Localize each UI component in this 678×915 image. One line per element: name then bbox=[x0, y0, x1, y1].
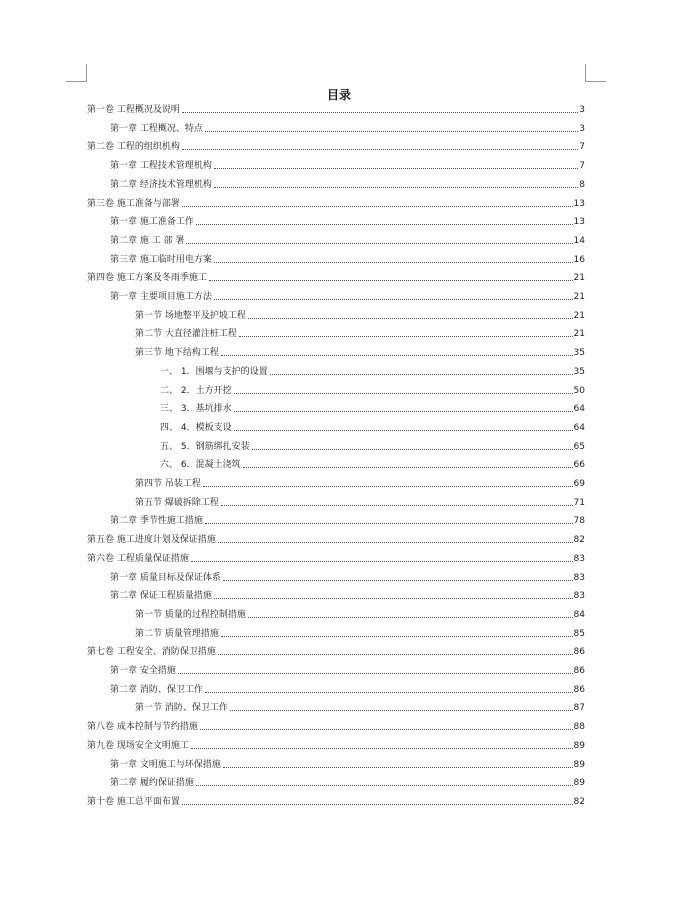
toc-dot-leader bbox=[218, 542, 573, 543]
toc-entry-page-number: 83 bbox=[573, 572, 585, 583]
toc-entry[interactable] bbox=[160, 383, 585, 397]
toc-dot-leader bbox=[234, 393, 573, 394]
toc-dot-leader bbox=[218, 654, 573, 655]
toc-entry-page-number: 66 bbox=[573, 460, 585, 471]
toc-entry[interactable] bbox=[135, 626, 585, 640]
toc-dot-leader bbox=[196, 224, 573, 225]
toc-entry-page-number: 21 bbox=[573, 329, 585, 340]
toc-dot-leader bbox=[243, 467, 573, 468]
page-title: 目录 bbox=[326, 88, 351, 102]
toc-entry-page-number: 82 bbox=[573, 796, 585, 807]
toc-entry-label: 第五节 爆破拆除工程 bbox=[135, 497, 219, 508]
toc-dot-leader bbox=[230, 710, 573, 711]
toc-entry[interactable] bbox=[87, 738, 585, 752]
toc-dot-leader bbox=[205, 692, 573, 693]
toc-entry-page-number: 86 bbox=[573, 647, 585, 658]
toc-entry-page-number: 21 bbox=[573, 273, 585, 284]
toc-entry-label: 第一章 工程概况、特点 bbox=[110, 123, 203, 134]
toc-entry-label: 第一章 施工准备工作 bbox=[110, 217, 194, 228]
toc-entry-page-number: 13 bbox=[573, 198, 585, 209]
page-corner-mark-top-right bbox=[586, 81, 606, 82]
toc-entry-page-number: 7 bbox=[579, 161, 585, 172]
toc-entry-page-number: 71 bbox=[573, 497, 585, 508]
toc-entry-page-number: 64 bbox=[573, 422, 585, 433]
toc-entry[interactable] bbox=[110, 570, 585, 584]
toc-entry-label: 第八卷 成本控制与节约措施 bbox=[87, 722, 198, 733]
toc-entry-label: 三、 3．基坑排水 bbox=[160, 404, 232, 415]
toc-entry[interactable] bbox=[160, 364, 585, 378]
toc-entry[interactable] bbox=[110, 252, 585, 266]
toc-entry-page-number: 8 bbox=[579, 179, 585, 190]
page-corner-mark-top-right bbox=[585, 64, 586, 82]
toc-entry-label: 第二章 保证工程质量措施 bbox=[110, 591, 212, 602]
toc-dot-leader bbox=[182, 206, 573, 207]
toc-entry[interactable] bbox=[135, 607, 585, 621]
toc-entry-label: 第十卷 施工总平面布置 bbox=[87, 796, 180, 807]
toc-dot-leader bbox=[270, 374, 573, 375]
toc-entry[interactable] bbox=[135, 476, 585, 490]
toc-entry[interactable] bbox=[87, 270, 585, 284]
toc-entry-label: 四、 4．模板支设 bbox=[160, 422, 232, 433]
toc-entry-page-number: 16 bbox=[573, 254, 585, 265]
toc-entry-page-number: 35 bbox=[573, 366, 585, 377]
toc-entry-page-number: 64 bbox=[573, 404, 585, 415]
toc-dot-leader bbox=[221, 355, 573, 356]
toc-entry-label: 第一章 工程技术管理机构 bbox=[110, 161, 212, 172]
toc-entry-label: 第二节 质量管理措施 bbox=[135, 628, 219, 639]
toc-entry-page-number: 89 bbox=[573, 740, 585, 751]
toc-dot-leader bbox=[182, 112, 578, 113]
toc-dot-leader bbox=[223, 580, 573, 581]
toc-dot-leader bbox=[205, 523, 573, 524]
toc-entry-label: 第九卷 现场安全文明施工 bbox=[87, 740, 189, 751]
toc-entry[interactable] bbox=[160, 401, 585, 415]
toc-entry[interactable] bbox=[110, 757, 585, 771]
toc-entry[interactable] bbox=[110, 214, 585, 228]
toc-entry-label: 第二章 消防、保卫工作 bbox=[110, 684, 203, 695]
toc-entry-page-number: 3 bbox=[579, 123, 585, 134]
toc-entry-label: 第七卷 工程安全、消防保卫措施 bbox=[87, 647, 216, 658]
toc-entry-page-number: 78 bbox=[573, 516, 585, 527]
toc-entry-label: 二、 2．土方开挖 bbox=[160, 385, 232, 396]
toc-entry-label: 第一章 安全措施 bbox=[110, 666, 176, 676]
toc-entry-page-number: 35 bbox=[573, 348, 585, 359]
toc-dot-leader bbox=[182, 804, 573, 805]
toc-entry[interactable] bbox=[135, 495, 585, 509]
toc-dot-leader bbox=[209, 280, 573, 281]
toc-entry-page-number: 3 bbox=[579, 105, 585, 115]
toc-entry[interactable] bbox=[110, 289, 585, 303]
toc-entry-page-number: 87 bbox=[573, 703, 585, 714]
toc-entry-page-number: 7 bbox=[579, 142, 585, 153]
toc-entry[interactable] bbox=[110, 588, 585, 602]
toc-entry-label: 第三章 施工临时用电方案 bbox=[110, 254, 212, 265]
toc-entry[interactable] bbox=[160, 457, 585, 471]
toc-entry-label: 第二卷 工程的组织机构 bbox=[87, 142, 180, 153]
toc-dot-leader bbox=[196, 785, 573, 786]
toc-entry[interactable] bbox=[135, 345, 585, 359]
toc-entry-label: 第一节 质量的过程控制措施 bbox=[135, 609, 246, 620]
toc-entry[interactable] bbox=[135, 308, 585, 322]
toc-entry-label: 第一章 主要项目施工方法 bbox=[110, 292, 212, 302]
toc-entry-label: 第五卷 施工进度计划及保证措施 bbox=[87, 535, 216, 546]
toc-entry-page-number: 84 bbox=[573, 609, 585, 620]
toc-entry[interactable] bbox=[160, 439, 585, 453]
toc-entry-page-number: 86 bbox=[573, 684, 585, 695]
toc-entry-label: 第二节 大直径灌注桩工程 bbox=[135, 329, 237, 340]
toc-dot-leader bbox=[221, 636, 573, 637]
toc-entry[interactable] bbox=[110, 682, 585, 696]
toc-entry-label: 第一章 质量目标及保证体系 bbox=[110, 572, 221, 583]
toc-entry-label: 五、 5．钢筋绑扎安装 bbox=[160, 441, 250, 452]
toc-dot-leader bbox=[203, 486, 573, 487]
toc-dot-leader bbox=[178, 673, 573, 674]
toc-entry[interactable] bbox=[110, 775, 585, 789]
toc-entry-page-number: 89 bbox=[573, 778, 585, 789]
toc-entry[interactable] bbox=[135, 326, 585, 340]
toc-entry[interactable] bbox=[110, 177, 585, 191]
toc-entry[interactable] bbox=[87, 139, 585, 153]
toc-dot-leader bbox=[214, 262, 573, 263]
toc-dot-leader bbox=[191, 561, 573, 562]
toc-entry-page-number: 13 bbox=[573, 217, 585, 228]
toc-entry-page-number: 85 bbox=[573, 628, 585, 639]
toc-dot-leader bbox=[252, 449, 573, 450]
toc-dot-leader bbox=[186, 243, 572, 244]
toc-entry-label: 第二章 施 工 部 署 bbox=[110, 235, 185, 246]
toc-entry[interactable] bbox=[87, 102, 585, 116]
toc-dot-leader bbox=[223, 767, 573, 768]
toc-entry[interactable] bbox=[110, 663, 585, 677]
toc-dot-leader bbox=[234, 430, 573, 431]
toc-dot-leader bbox=[214, 598, 573, 599]
toc-entry[interactable] bbox=[87, 532, 585, 546]
toc-entry-label: 第一节 消防、保卫工作 bbox=[135, 703, 228, 714]
toc-entry-page-number: 69 bbox=[573, 479, 585, 489]
toc-dot-leader bbox=[239, 336, 573, 337]
toc-entry-page-number: 50 bbox=[573, 385, 585, 396]
toc-entry-page-number: 14 bbox=[573, 235, 585, 246]
toc-entry-label: 第三节 地下结构工程 bbox=[135, 348, 219, 359]
toc-dot-leader bbox=[200, 729, 573, 730]
toc-entry-label: 六、 6．混凝土浇筑 bbox=[160, 460, 241, 471]
toc-entry-label: 第三卷 施工准备与部署 bbox=[87, 198, 180, 209]
toc-entry[interactable] bbox=[87, 719, 585, 733]
toc-dot-leader bbox=[205, 131, 578, 132]
toc-entry-page-number: 83 bbox=[573, 553, 585, 564]
toc-entry[interactable] bbox=[110, 158, 585, 172]
toc-entry[interactable] bbox=[135, 700, 585, 714]
toc-entry-page-number: 88 bbox=[573, 722, 585, 733]
toc-entry-page-number: 21 bbox=[573, 292, 585, 302]
toc-entry-label: 第二章 经济技术管理机构 bbox=[110, 179, 212, 190]
toc-entry-page-number: 82 bbox=[573, 535, 585, 546]
toc-dot-leader bbox=[248, 318, 573, 319]
toc-entry-page-number: 65 bbox=[573, 441, 585, 452]
toc-entry[interactable] bbox=[87, 644, 585, 658]
toc-entry-label: 第一章 文明施工与环保措施 bbox=[110, 759, 221, 770]
page-corner-mark-top-left bbox=[66, 81, 86, 82]
toc-entry-page-number: 21 bbox=[573, 310, 585, 321]
toc-entry-label: 第一卷 工程概况及说明 bbox=[87, 105, 180, 115]
page-corner-mark-top-left bbox=[86, 64, 87, 82]
toc-entry[interactable] bbox=[87, 551, 585, 565]
toc-dot-leader bbox=[248, 617, 573, 618]
toc-entry-label: 第四节 吊装工程 bbox=[135, 479, 201, 489]
toc-entry-page-number: 83 bbox=[573, 591, 585, 602]
toc-entry-label: 第一节 场地整平及护坡工程 bbox=[135, 310, 246, 321]
toc-entry-label: 第二章 履约保证措施 bbox=[110, 778, 194, 789]
toc-dot-leader bbox=[191, 748, 573, 749]
toc-dot-leader bbox=[221, 505, 573, 506]
toc-entry-label: 第二章 季节性施工措施 bbox=[110, 516, 203, 527]
toc-entry-label: 第六卷 工程质量保证措施 bbox=[87, 553, 189, 564]
toc-entry-label: 第四卷 施工方案及冬雨季施工 bbox=[87, 273, 207, 284]
toc-dot-leader bbox=[214, 168, 578, 169]
toc-entry[interactable] bbox=[87, 794, 585, 808]
toc-dot-leader bbox=[234, 411, 573, 412]
toc-entry-page-number: 89 bbox=[573, 759, 585, 770]
toc-entry-page-number: 86 bbox=[573, 666, 585, 676]
toc-dot-leader bbox=[214, 187, 578, 188]
toc-entry[interactable] bbox=[110, 233, 585, 247]
toc-entry-label: 一、 1．围堰与支护的设置 bbox=[160, 366, 268, 377]
toc-entry[interactable] bbox=[87, 196, 585, 210]
toc-entry[interactable] bbox=[160, 420, 585, 434]
toc-dot-leader bbox=[214, 299, 573, 300]
toc-entry[interactable] bbox=[110, 513, 585, 527]
toc-dot-leader bbox=[182, 149, 578, 150]
toc-entry[interactable] bbox=[110, 121, 585, 135]
